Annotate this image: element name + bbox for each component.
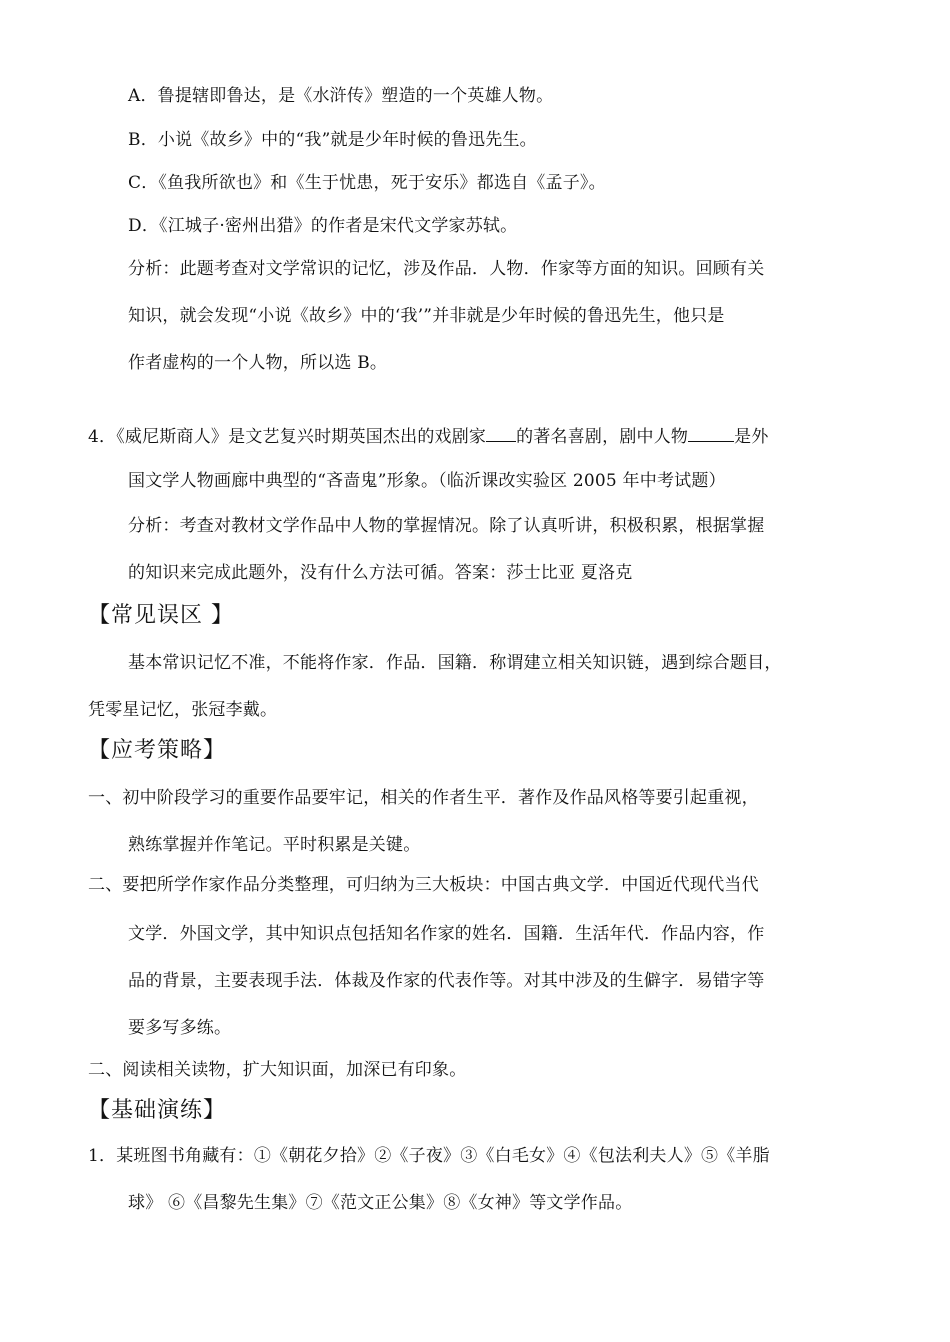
q3-analysis-line: 分析：此题考查对文学常识的记忆，涉及作品．人物．作家等方面的知识。回顾有关 [128,259,765,279]
answer-blank [688,423,734,442]
section-heading-practice: 【基础演练】 [88,1098,227,1123]
q4-question-part: 的著名喜剧，剧中人物 [516,427,689,447]
misconceptions-text: 凭零星记忆，张冠李戴。 [88,700,278,720]
q4-question-part: 4．《威尼斯商人》是文艺复兴时期英国杰出的戏剧家 [88,427,487,447]
strategy-item: 二、要把所学作家作品分类整理，可归纳为三大板块：中国古典文学．中国近代现代当代 [88,875,759,895]
q3-analysis-line: 知识，就会发现“小说《故乡》中的‘我’”并非就是少年时候的鲁迅先生，他只是 [128,306,725,326]
misconceptions-text: 基本常识记忆不准，不能将作家．作品．国籍．称谓建立相关知识链，遇到综合题目， [128,653,782,673]
q3-option-a: A．鲁提辖即鲁达，是《水浒传》塑造的一个英雄人物。 [128,86,554,106]
practice-question: 球》 ⑥《昌黎先生集》⑦《范文正公集》⑧《女神》等文学作品。 [128,1193,633,1213]
q4-analysis-line: 分析：考查对教材文学作品中人物的掌握情况。除了认真听讲，积极积累，根据掌握 [128,516,765,536]
q4-question-line2: 国文学人物画廊中典型的“吝啬鬼”形象。（临沂课改实验区 2005 年中考试题） [128,471,726,491]
strategy-item: 一、初中阶段学习的重要作品要牢记，相关的作者生平．著作及作品风格等要引起重视， [88,788,759,808]
q4-question [88,423,769,449]
section-heading-strategy: 【应考策略】 [88,738,227,763]
practice-question: 1．某班图书角藏有：①《朝花夕拾》②《子夜》③《白毛女》④《包法利夫人》⑤《羊脂 [88,1146,770,1166]
strategy-item: 要多写多练。 [128,1018,232,1038]
q3-analysis-line: 作者虚构的一个人物，所以选 B。 [128,353,388,373]
answer-blank [486,423,516,442]
strategy-item: 文学．外国文学，其中知识点包括知名作家的姓名．国籍．生活年代．作品内容，作 [128,924,765,944]
q3-option-c: C．《鱼我所欲也》和《生于忧患，死于安乐》都选自《孟子》。 [128,173,606,193]
strategy-item: 熟练掌握并作笔记。平时积累是关键。 [128,835,421,855]
section-heading-misconceptions: 【常见误区 】 [88,603,234,628]
q4-analysis-line: 的知识来完成此题外，没有什么方法可循。答案：莎士比亚 夏洛克 [128,563,633,583]
strategy-item: 二、阅读相关读物，扩大知识面，加深已有印象。 [88,1060,467,1080]
q3-option-b: B．小说《故乡》中的“我”就是少年时候的鲁迅先生。 [128,130,537,150]
q4-question-part: 是外 [734,427,769,447]
strategy-item: 品的背景，主要表现手法．体裁及作家的代表作等。对其中涉及的生僻字．易错字等 [128,971,765,991]
q3-option-d: D．《江城子·密州出猎》的作者是宋代文学家苏轼。 [128,216,518,236]
